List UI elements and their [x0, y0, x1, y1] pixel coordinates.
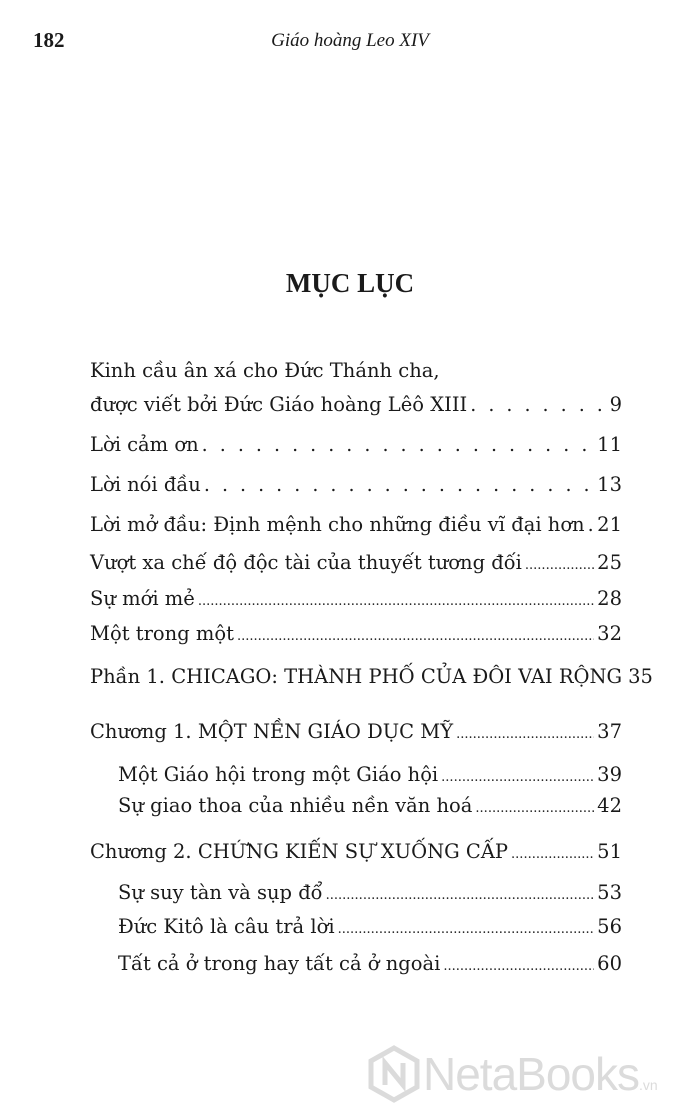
toc-entry-page: 53 — [597, 881, 622, 904]
toc-entry-page: 42 — [597, 794, 622, 817]
leader-dots — [198, 589, 594, 615]
toc-entry-text: Đức Kitô là câu trả lời — [118, 915, 335, 938]
toc-entry — [90, 839, 622, 868]
toc-entry-page: 11 — [597, 433, 622, 456]
leader-dots — [202, 432, 595, 458]
toc-entry-text: Một trong một — [90, 622, 234, 645]
toc-entry — [90, 392, 622, 418]
toc-entry-text: Chương 1. MỘT NỀN GIÁO DỤC MỸ — [90, 720, 454, 743]
leader-dots — [525, 553, 594, 579]
toc-entry-page: 51 — [597, 840, 622, 863]
toc-entry-page: 56 — [597, 915, 622, 938]
toc-entry — [90, 472, 622, 498]
toc-entry-text: Chương 2. CHỨNG KIẾN SỰ XUỐNG CẤP — [90, 840, 509, 863]
toc-entry-line1: Kinh cầu ân xá cho Đức Thánh cha, — [90, 359, 440, 382]
leader-dots — [470, 392, 606, 418]
toc-title: MỤC LỤC — [285, 268, 415, 298]
toc-entry — [118, 880, 622, 909]
toc-entry-page: 35 — [628, 665, 653, 688]
toc-entry — [90, 432, 622, 458]
leader-dots — [338, 917, 595, 943]
toc-entry — [90, 586, 622, 615]
netabooks-logo-icon — [365, 1045, 423, 1103]
leader-dots — [441, 765, 594, 791]
toc-entry-page: 13 — [597, 473, 622, 496]
toc-entry — [118, 951, 622, 980]
toc-entry — [90, 512, 622, 538]
toc-entry — [118, 762, 622, 791]
toc-entry-page: 28 — [597, 587, 622, 610]
leader-dots — [511, 842, 594, 868]
watermark — [365, 1045, 658, 1103]
toc-entry-text: Sự mới mẻ — [90, 587, 195, 610]
toc-entry-text: Lời cảm ơn — [90, 433, 199, 456]
leader-dots — [443, 954, 594, 980]
toc-entry-text: Vượt xa chế độ độc tài của thuyết tương đối — [90, 551, 522, 574]
toc-entry-text: được viết bởi Đức Giáo hoàng Lêô XIII — [90, 393, 468, 416]
leader-dots — [326, 883, 595, 909]
leader-dots — [456, 722, 594, 748]
running-title: Giáo hoàng Leo XIV — [271, 30, 429, 51]
toc-entry-text: Phần 1. CHICAGO: THÀNH PHỐ CỦA ĐÔI VAI RỘNG — [90, 665, 623, 688]
toc-entry-text: Một Giáo hội trong một Giáo hội — [118, 763, 439, 786]
toc-entry-text: Tất cả ở trong hay tất cả ở ngoài — [118, 952, 441, 975]
toc-entry-page: 21 — [597, 513, 622, 536]
toc-entry — [90, 664, 653, 693]
toc-entry-page: 37 — [597, 720, 622, 743]
toc-entry — [118, 793, 622, 822]
leader-dots — [588, 512, 595, 538]
leader-dots — [475, 796, 594, 822]
toc-entry-page: 25 — [597, 551, 622, 574]
toc-entry-page: 9 — [609, 393, 622, 416]
leader-dots — [204, 472, 594, 498]
toc-entry-page: 39 — [597, 763, 622, 786]
leader-dots — [237, 624, 594, 650]
page-number: 182 — [33, 28, 65, 52]
toc-entry — [90, 550, 622, 579]
toc-entry-text: Sự suy tàn và sụp đổ — [118, 881, 323, 904]
watermark-suffix: .vn — [639, 1077, 658, 1093]
toc-entry-text: Lời nói đầu — [90, 473, 201, 496]
toc-entry — [90, 621, 622, 650]
toc-entry-page: 60 — [597, 952, 622, 975]
toc-entry-text: Lời mở đầu: Định mệnh cho những điều vĩ đại hơn — [90, 513, 585, 536]
toc-entry — [118, 914, 622, 943]
watermark-text: NetaBooks — [423, 1048, 640, 1100]
toc-entry — [90, 719, 622, 748]
toc-entry-page: 32 — [597, 622, 622, 645]
toc-entry-text: Sự giao thoa của nhiều nền văn hoá — [118, 794, 473, 817]
